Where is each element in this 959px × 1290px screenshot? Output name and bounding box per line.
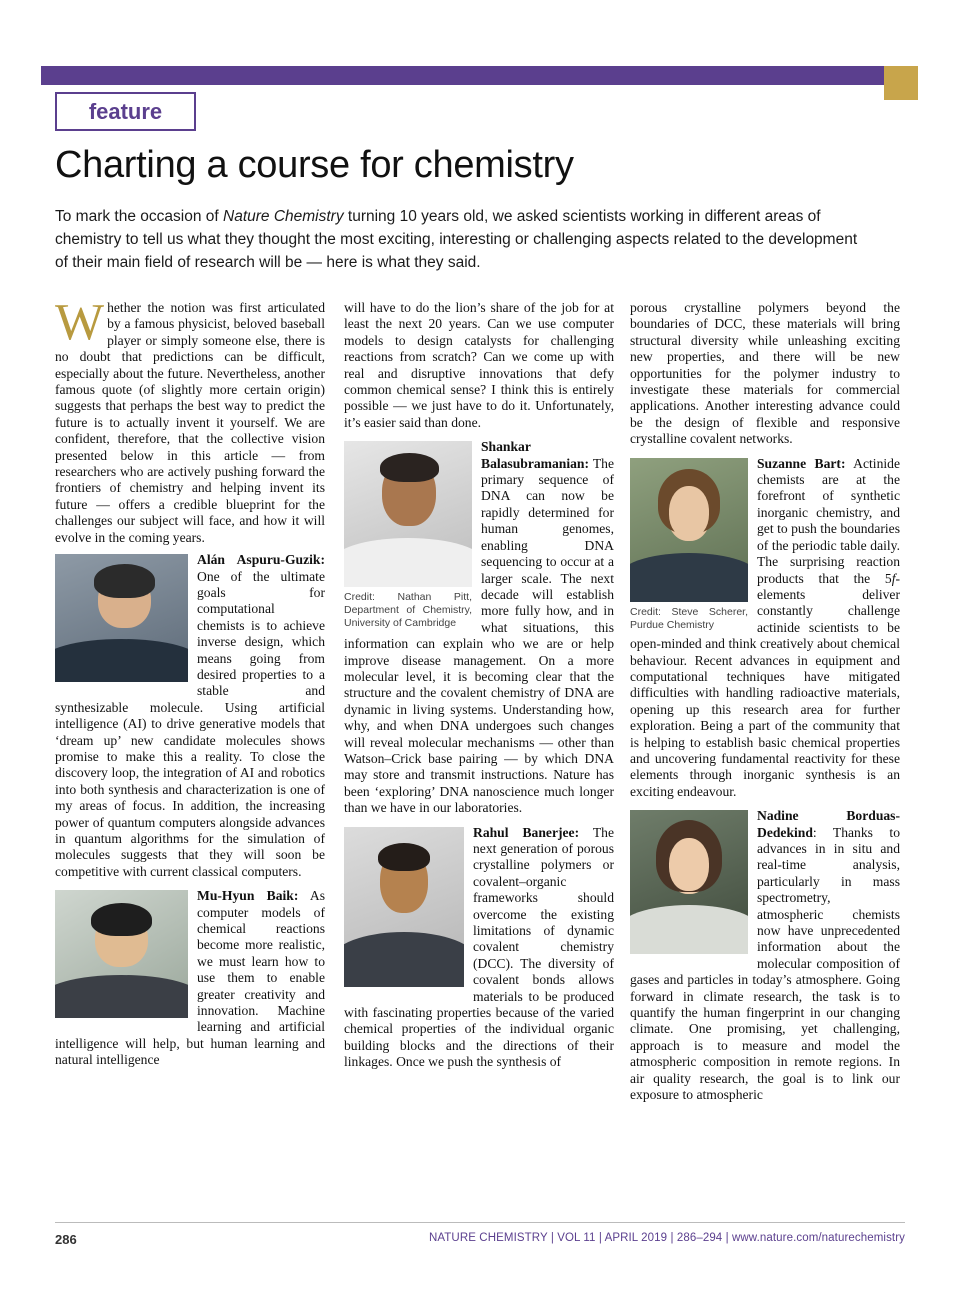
figure-shankar-balasubramanian (344, 441, 472, 630)
entry-text: One of the ultimate goals for computational chemists is to achieve inverse design, which means going from desired properties to a stable and synthesizable molecule. Using artificial intelligence (AI) to drive generative models that ‘dream up’ new candidate molecules shows promise to make this a reality. To close the discovery loop, the integration of AI and robotics into both synthesis and characterization is one of my areas of focus. In addition, the increasing power of quantum computers alongside advances in quantum algorithms for the simulation of molecules suggests that they will soon be competitive with current classical computers. (55, 568, 325, 879)
entry-name: Nadine Borduas-Dedekind (757, 808, 900, 840)
footer-journal: NATURE CHEMISTRY (428, 1232, 548, 1244)
entry-name: Rahul Banerjee: (473, 824, 580, 840)
entry-name: Alán Aspuru-Guzik: (197, 552, 325, 568)
feature-badge-label: feature (88, 98, 163, 124)
continued-paragraph: porous crystalline polymers beyond the boundaries of DCC, these materials will bring structural diversity while unleashing exciting new properties, and there will be new opportunities for the polymer industry to investigate these materials for commercial applications. Another interesting advance could be the design of flexible and responsive crystalline covalent networks. (630, 300, 900, 447)
entry-text-a: Actinide chemists are at the forefront of synthetic inorganic chemistry, and get to push the boundaries of the periodic table daily. The surprising reaction products that the 5 (757, 455, 900, 586)
intro-paragraph: Whether the notion was first articulated by a famous physicist, beloved baseball player or simply someone else, there is no doubt that predictions can be difficult, especially about the future. Nevertheless, another famous quote (of slightly more certain origin) suggests that perhaps the best way to predict the future is to actually invent it yourself. We are confident, therefore, that the collective vision presented below in this article — from researchers who are actively pushing forward the frontiers of chemistry and helping invent its future — offers a credible blueprint for the challenges our subject will face, and how it will evolve in the coming years. (55, 294, 325, 545)
portrait-nadine-borduas-dedekind (630, 810, 748, 954)
footer-divider (55, 1222, 905, 1223)
entry-text: As computer models of chemical reactions become more realistic, we must learn how to use them to enable greater creativity and innovation. Machine learning and artificial intelligence will help, but human learning and natural intelligence (55, 888, 325, 1068)
continued-paragraph: will have to do the lion’s share of the job for at least the next 20 years. Can we use computer models to design catalysts for challenging reactions from scratch? Can we come up with real and disruptive innovations that defy common chemical sense? I think this is entirely possible — we just have to do it. Unfortunately, it’s easier said than done. (344, 300, 614, 430)
standfirst-part2: turning 10 years old, we asked scientists working in different areas of chemistry to tell us what they thought the most exciting, interesting or challenging aspects related to the development of their main field of research will be — here is what they said. (55, 208, 858, 271)
header-bar (41, 66, 918, 85)
footer-url[interactable]: www.nature.com/naturechemistry (731, 1232, 905, 1244)
photo-credit: Credit: Nathan Pitt, Department of Chemistry, University of Cambridge (344, 591, 472, 630)
entry-name: Shankar Balasubramanian: (481, 439, 590, 471)
standfirst-part1: To mark the occasion of (55, 208, 223, 225)
header-accent-square (884, 66, 918, 100)
standfirst-journal-name: Nature Chemistry (223, 208, 344, 225)
element-block-label: f (891, 570, 896, 586)
column-1 (55, 294, 325, 1069)
footer-citation (429, 1232, 905, 1244)
entry-name: Suzanne Bart: (757, 455, 846, 471)
column-3 (630, 300, 900, 1104)
page-title: Charting a course for chemistry (55, 144, 574, 186)
feature-badge (55, 92, 196, 131)
portrait-mu-hyun-baik (55, 890, 188, 1018)
entry-text-b: -elements deliver constantly challenge actinide scientists to be open-minded and think creatively about chemical behaviour. Recent advances in equipment and computational techniques have mitigated difficulties with handling radioactive materials, opening up this research area for further exploration. Being a part of the community that is helping to establish basic chemical properties and uncovering fundamental reactivity for these elements through inorganic synthesis is an exciting endeavour. (630, 570, 900, 799)
page-number: 286 (55, 1232, 77, 1247)
entry-text: The next generation of porous crystalline polymers or covalent–organic frameworks should overcome the existing limitations of dynamic covalent chemistry (DCC). The diversity of covalent bonds allows materials to be produced with fascinating properties because of the varied chemical properties of the individual organic building blocks and the directions of their linkages. Once we push the synthesis of (344, 824, 614, 1070)
photo-credit: Credit: Steve Scherer, Purdue Chemistry (630, 605, 748, 631)
column-2 (344, 300, 614, 1071)
entry-name: Mu-Hyun Baik: (197, 888, 299, 904)
figure-suzanne-bart (630, 458, 748, 632)
entry-text: The primary sequence of DNA can now be rapidly determined for human genomes, enabling DNA sequencing to occur at a larger scale. The next decade will establish more fully how, and in what situations, this information can explain who we are or help improve disease management. On a more molecular level, it is becoming clear that the structure and the covalent chemistry of DNA are dynamic in living systems. Understanding how, why, and when DNA undergoes such changes will reveal molecular mechanisms — other than Watson–Crick base pairing — by which DNA may store and transmit instructions. Nature has been ‘exploring’ DNA nanoscience much longer than we have in our laboratories. (344, 455, 614, 816)
portrait-rahul-banerjee (344, 827, 464, 987)
portrait-alan-aspuru-guzik (55, 554, 188, 682)
standfirst (55, 205, 865, 274)
entry-text: : Thanks to advances in in situ and real-time analysis, particularly in mass spectrometry, atmospheric chemists now have unprecedented information about the molecular composition of gases and particles in today’s atmosphere. Going forward in climate research, the task is to quantify the human fingerprint in our changing climate. One promising, yet challenging, approach is to measure and model the atmospheric composition in remote regions. In air quality research, the goal is to link our exposure to atmospheric (630, 824, 900, 1103)
footer-issue: | VOL 11 | APRIL 2019 | 286–294 | (547, 1232, 732, 1244)
